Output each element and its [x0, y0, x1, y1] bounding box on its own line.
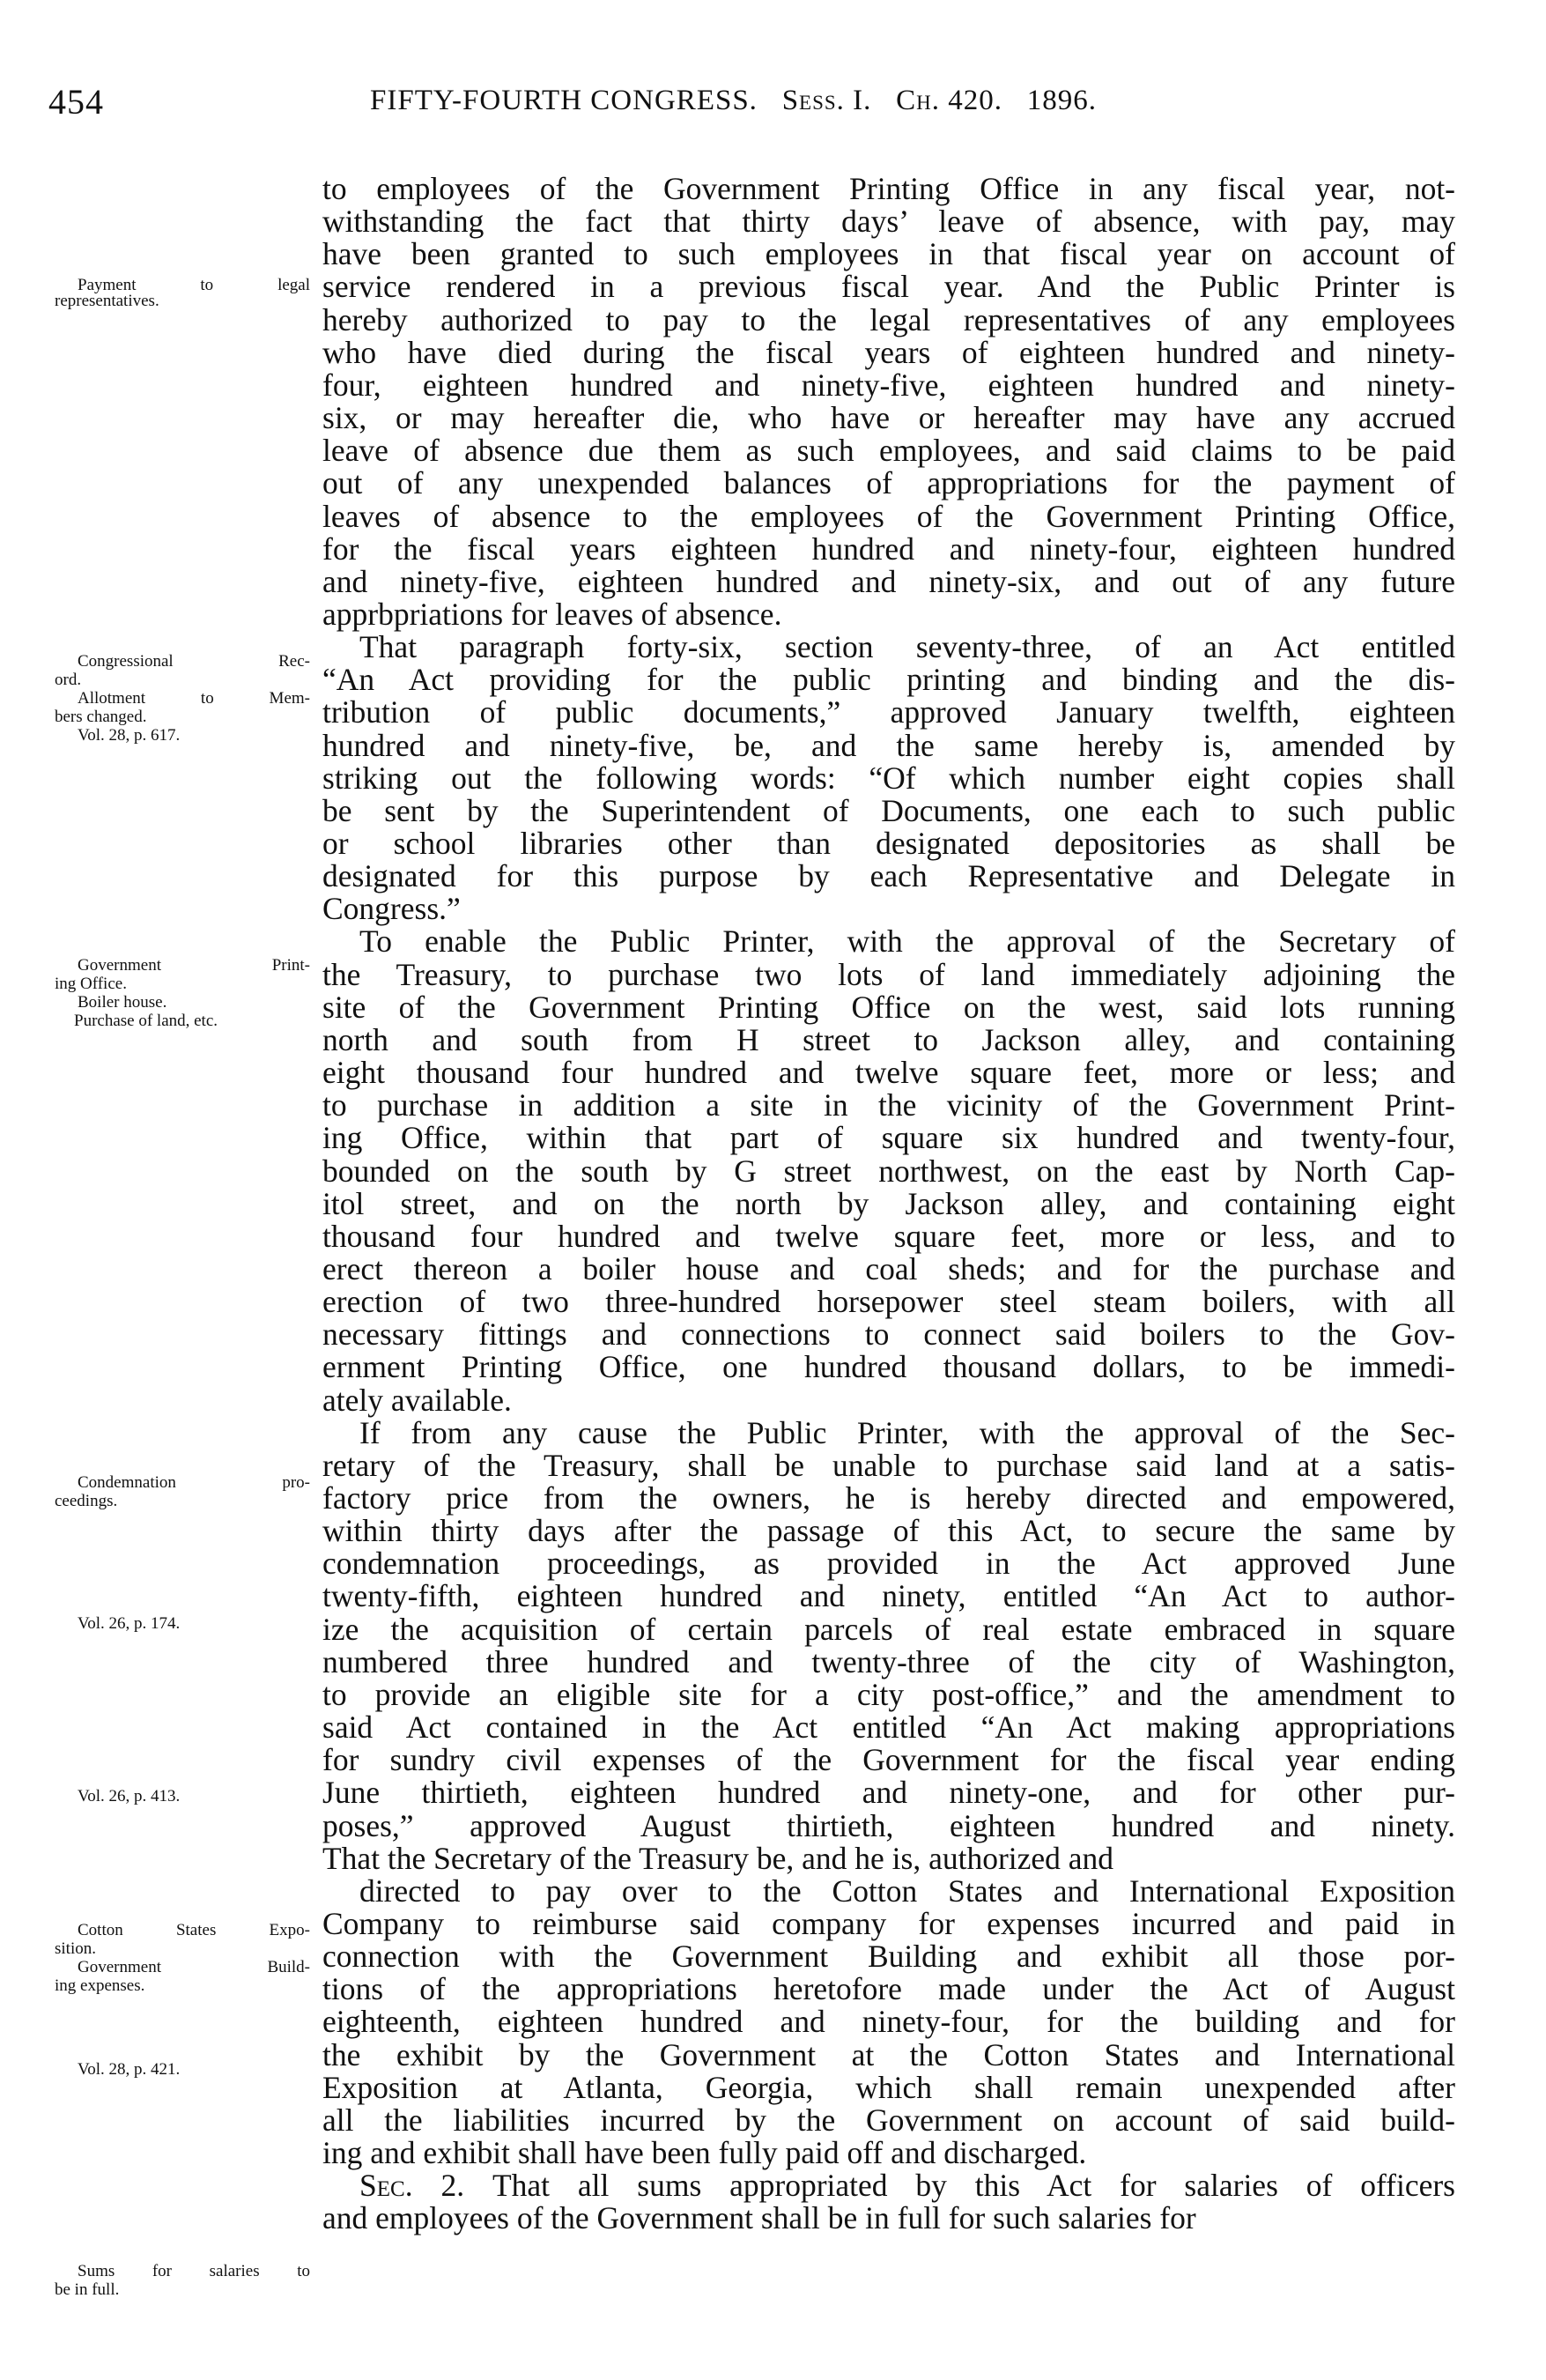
margin-note-congressional-record	[55, 652, 310, 745]
text-line: Sec. 2. That all sums appropriated by this Act for salaries of officers	[359, 2168, 1455, 2204]
margin-note-line: representatives.	[55, 292, 159, 310]
margin-note-line: Purchase of land, etc.	[74, 1012, 218, 1030]
margin-note-line: Sums for salaries to	[78, 2262, 310, 2280]
text-line: the exhibit by the Government at the Cotton States and International	[322, 2036, 1455, 2072]
text-line: To enable the Public Printer, with the approval of the Secretary of	[359, 923, 1455, 960]
text-line: eighteenth, eighteen hundred and ninety-four, for the building and for	[322, 2004, 1455, 2040]
text-line: Exposition at Atlanta, Georgia, which shall remain unexpended after	[322, 2069, 1455, 2105]
text-line: ately available.	[322, 1382, 512, 1418]
text-line: tribution of public documents,” approved January twelfth, eighteen	[322, 694, 1455, 730]
text-line: for the fiscal years eighteen hundred and ninety-four, eighteen hundred	[322, 530, 1455, 567]
text-line: ernment Printing Office, one hundred thousand dollars, to be immedi-	[322, 1349, 1455, 1385]
margin-note-line: Payment to legal	[78, 276, 310, 294]
margin-note-citation-vol26-174: Vol. 26, p. 174.	[78, 1614, 181, 1633]
text-line: said Act contained in the Act entitled “An Act making appropriations	[322, 1709, 1455, 1746]
margin-note-citation-vol26-413: Vol. 26, p. 413.	[78, 1787, 181, 1805]
text-line: erect thereon a boiler house and coal sheds; and for the purchase and	[322, 1250, 1455, 1286]
text-line: Company to reimburse said company for expenses incurred and paid in	[322, 1905, 1455, 1941]
margin-note-citation-vol28-421: Vol. 28, p. 421.	[78, 2060, 181, 2079]
text-line: four, eighteen hundred and ninety-five, eighteen hundred and ninety-	[322, 367, 1455, 403]
text-line: factory price from the owners, he is hereby directed and empowered,	[322, 1480, 1455, 1516]
margin-note-line: Condemnation pro-	[78, 1473, 310, 1492]
text-line: Congress.”	[322, 891, 461, 927]
margin-note-line: bers changed.	[55, 708, 147, 726]
text-line: That paragraph forty-six, section seventy-three, of an Act entitled	[359, 629, 1455, 665]
text-line: or school libraries other than designated depositories as shall be	[322, 826, 1455, 861]
text-line: all the liabilities incurred by the Government on account of said build-	[322, 2102, 1455, 2138]
text-line: condemnation proceedings, as provided in the Act approved June	[322, 1546, 1455, 1582]
text-line: to employees of the Government Printing Office in any fiscal year, not-	[322, 171, 1455, 206]
text-line: hundred and ninety-five, be, and the same hereby is, amended by	[322, 727, 1455, 763]
text-line: ize the acquisition of certain parcels of real estate embraced in square	[322, 1611, 1455, 1647]
margin-note-line: ceedings.	[55, 1492, 118, 1510]
margin-note-line: ing expenses.	[55, 1976, 145, 1995]
margin-note-citation: Vol. 28, p. 617.	[78, 726, 181, 745]
margin-note-sums-salaries	[55, 2262, 310, 2299]
margin-note-line: Boiler house.	[78, 993, 167, 1012]
text-line: eight thousand four hundred and twelve square feet, more or less; and	[322, 1055, 1455, 1091]
text-line: apprbpriations for leaves of absence.	[322, 596, 782, 632]
text-line: thousand four hundred and twelve square feet, more or less, and to	[322, 1218, 1455, 1254]
text-line: within thirty days after the passage of this Act, to secure the same by	[322, 1513, 1455, 1549]
margin-note-line: Cotton States Expo-	[78, 1921, 310, 1939]
text-line: withstanding the fact that thirty days’ leave of absence, with pay, may	[322, 204, 1455, 240]
text-line: and ninety-five, eighteen hundred and ninety-six, and out of any future	[322, 563, 1455, 599]
text-line: north and south from H street to Jackson alley, and containing	[322, 1021, 1455, 1057]
text-line: June thirtieth, eighteen hundred and ninety-one, and for other pur-	[322, 1775, 1455, 1811]
text-line: ing and exhibit shall have been fully paid off and discharged.	[322, 2135, 1087, 2170]
margin-note-line: be in full.	[55, 2280, 120, 2299]
margin-note-line: ing Office.	[55, 975, 127, 993]
text-line: be sent by the Superintendent of Documents, one each to such public	[322, 792, 1455, 828]
text-line: the Treasury, to purchase two lots of land immediately adjoining the	[322, 956, 1455, 992]
text-line: tions of the appropriations heretofore made under the Act of August	[322, 1971, 1455, 2007]
section-label: Sec. 2.	[359, 2168, 492, 2204]
text-line: twenty-fifth, eighteen hundred and ninety, entitled “An Act to author-	[322, 1578, 1455, 1614]
text-line: who have died during the fiscal years of eighteen hundred and ninety-	[322, 334, 1455, 370]
text-line: bounded on the south by G street northwest, on the east by North Cap-	[322, 1153, 1455, 1189]
margin-note-line: ord.	[55, 671, 82, 689]
margin-note-condemnation	[55, 1473, 310, 1510]
text-line: itol street, and on the north by Jackson alley, and containing eight	[322, 1185, 1455, 1221]
text-line: six, or may hereafter die, who have or hereafter may have any accrued	[322, 400, 1455, 436]
text-line: hereby authorized to pay to the legal representatives of any employees	[322, 301, 1455, 337]
text-line: necessary fittings and connections to connect said boilers to the Gov-	[322, 1316, 1455, 1353]
text-line: If from any cause the Public Printer, with the approval of the Sec-	[359, 1414, 1455, 1450]
page-number: 454	[48, 82, 104, 122]
margin-note-line: sition.	[55, 1939, 96, 1958]
text-line: retary of the Treasury, shall be unable to purchase said land at a satis-	[322, 1447, 1455, 1483]
chapter-label: Ch. 420.	[896, 85, 1003, 116]
margin-note-line: Government Print-	[78, 956, 310, 975]
margin-note-cotton-states	[55, 1921, 310, 1995]
text-line: numbered three hundred and twenty-three of the city of Washington,	[322, 1643, 1455, 1679]
congress-title: FIFTY-FOURTH CONGRESS.	[370, 85, 758, 116]
text-line: service rendered in a previous fiscal year. And the Public Printer is	[322, 269, 1455, 305]
text-line: out of any unexpended balances of appropriations for the payment of	[322, 465, 1455, 501]
text-line: “An Act providing for the public printing and binding and the dis-	[322, 662, 1455, 698]
margin-note-line: Government Build-	[78, 1958, 310, 1976]
margin-note-line: Allotment to Mem-	[78, 689, 310, 708]
text-line: directed to pay over to the Cotton States and International Exposition	[359, 1872, 1455, 1909]
text-line: leave of absence due them as such employees, and said claims to be paid	[322, 433, 1455, 469]
text-line: erection of two three-hundred horsepower steel steam boilers, with all	[322, 1284, 1455, 1320]
year-label: 1896.	[1026, 85, 1098, 116]
text-line: site of the Government Printing Office on the west, said lots running	[322, 989, 1455, 1025]
page-header	[0, 81, 1546, 125]
text-line: have been granted to such employees in that fiscal year on account of	[322, 236, 1455, 272]
margin-note-line: Congressional Rec-	[78, 652, 310, 671]
text-line: leaves of absence to the employees of the Government Printing Office,	[322, 498, 1455, 534]
margin-note-payment	[55, 276, 310, 310]
text-line: striking out the following words: “Of which number eight copies shall	[322, 760, 1455, 796]
text-line: That the Secretary of the Treasury be, and he is, authorized and	[322, 1840, 1114, 1876]
text-line: poses,” approved August thirtieth, eighteen hundred and ninety.	[322, 1807, 1455, 1843]
margin-note-gpo	[55, 956, 310, 1030]
text-line: designated for this purpose by each Representative and Delegate in	[322, 858, 1455, 894]
text-line: and employees of the Government shall be in full for such salaries for	[322, 2200, 1196, 2236]
session-label: Sess. I.	[781, 85, 872, 116]
text-line: connection with the Government Building and exhibit all those por-	[322, 1939, 1455, 1975]
text-line: to purchase in addition a site in the vicinity of the Government Print-	[322, 1087, 1455, 1123]
text-line: ing Office, within that part of square six hundred and twenty-four,	[322, 1120, 1455, 1156]
running-head	[370, 85, 1097, 117]
text-line: to provide an eligible site for a city post-office,” and the amendment to	[322, 1676, 1455, 1712]
text-line: for sundry civil expenses of the Government for the fiscal year ending	[322, 1742, 1455, 1778]
